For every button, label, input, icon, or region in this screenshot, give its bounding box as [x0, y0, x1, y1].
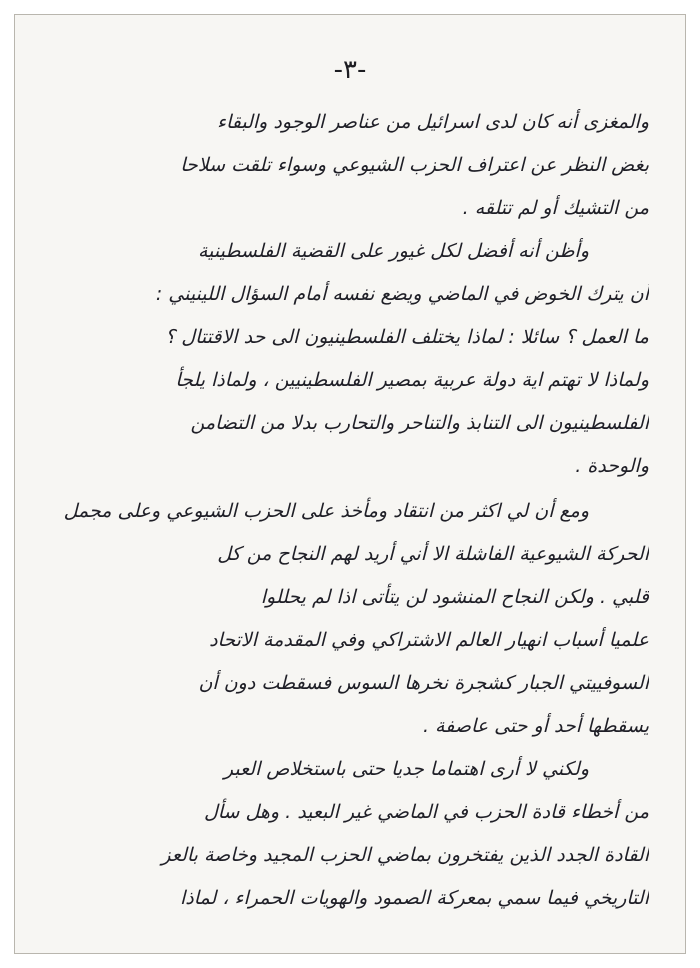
document-page [14, 14, 686, 954]
text-line: يسقطها أحد أو حتى عاصفة . [422, 715, 649, 737]
text-line: القادة الجدد الذين يفتخرون بماضي الحزب المجيد وخاصة بالعز [161, 844, 649, 866]
text-line: السوفييتي الجبار كشجرة نخرها السوس فسقطت دون أن [198, 672, 649, 694]
text-line: التاريخي فيما سمي بمعركة الصمود والهويات الحمراء ، لماذا [180, 887, 649, 909]
text-line: ما العمل ؟ سائلا : لماذا يختلف الفلسطينيون الى حد الاقتتال ؟ [165, 326, 649, 348]
text-line: بغض النظر عن اعتراف الحزب الشيوعي وسواء تلقت سلاحا [180, 154, 649, 176]
text-line: ولماذا لا تهتم اية دولة عربية بمصير الفلسطينيين ، ولماذا يلجأ [175, 369, 649, 391]
text-line: علميا أسباب انهيار العالم الاشتراكي وفي المقدمة الاتحاد [209, 629, 649, 651]
text-line: ومع أن لي اكثر من انتقاد ومأخذ على الحزب الشيوعي وعلى مجمل [63, 500, 589, 522]
page-number: -٣- [333, 55, 367, 85]
text-line: من التشيك أو لم تتلقه . [462, 197, 649, 219]
text-line: ولكني لا أرى اهتماما جديا حتى باستخلاص العبر [223, 758, 589, 780]
text-line: قلبي . ولكن النجاح المنشود لن يتأتى اذا لم يحللوا [260, 586, 649, 608]
text-line: والوحدة . [575, 455, 649, 477]
text-line: الفلسطينيون الى التنابذ والتناحر والتحارب بدلا من التضامن [190, 412, 649, 434]
text-line: وأظن أنه أفضل لكل غيور على القضية الفلسطينية [197, 240, 589, 262]
text-line: من أخطاء قادة الحزب في الماضي غير البعيد . وهل سأل [203, 801, 649, 823]
text-line: أن يترك الخوض في الماضي ويضع نفسه أمام السؤال اللينيني : [155, 283, 649, 305]
text-line: والمغزى أنه كان لدى اسرائيل من عناصر الوجود والبقاء [217, 111, 649, 133]
text-line: الحركة الشيوعية الفاشلة الا أني أريد لهم النجاح من كل [217, 543, 649, 565]
